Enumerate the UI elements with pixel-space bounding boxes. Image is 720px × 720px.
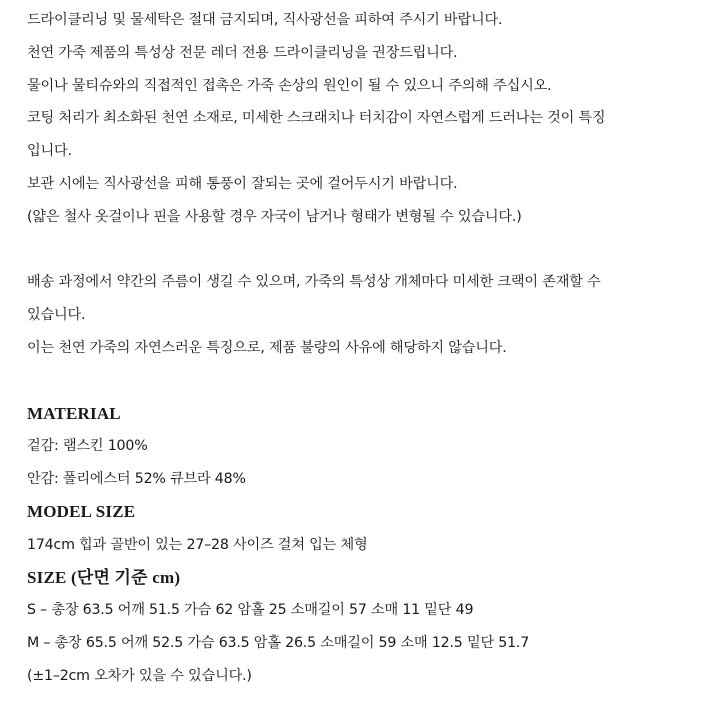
shipping-line-3: 이는 천연 가죽의 자연스러운 특징으로, 제품 불량의 사유에 해당하지 않습니다. — [27, 339, 507, 356]
care-line-3: 물이나 물티슈와의 직접적인 접촉은 가죽 손상의 원인이 될 수 있으니 주의해 주십시오. — [27, 77, 552, 94]
care-line-7: (얇은 철사 옷걸이나 핀을 사용할 경우 자국이 남거나 형태가 변형될 수 있습니다.) — [27, 208, 522, 225]
size-section — [27, 562, 698, 693]
material-lining: 안감: 폴리에스터 52% 큐브라 48% — [27, 471, 246, 488]
model-size-heading: MODEL SIZE — [27, 501, 136, 521]
size-heading: SIZE (단면 기준 cm) — [27, 567, 181, 587]
shipping-line-1: 배송 과정에서 약간의 주름이 생길 수 있으며, 가죽의 특성상 개체마다 미세한 크랙이 존재할 수 — [27, 274, 601, 291]
size-tolerance-note: (±1–2cm 오차가 있을 수 있습니다.) — [27, 667, 252, 684]
size-row-m: M – 총장 65.5 어깨 52.5 가슴 63.5 암홀 26.5 소매길이 59 소매 12.5 밑단 51.7 — [27, 635, 530, 652]
material-shell: 겉감: 램스킨 100% — [27, 438, 148, 455]
material-heading: MATERIAL — [27, 403, 121, 423]
care-line-6: 보관 시에는 직사광선을 피해 통풍이 잘되는 곳에 걸어두시기 바랍니다. — [27, 175, 458, 192]
model-size-section — [27, 496, 698, 562]
care-instructions — [27, 4, 698, 234]
care-line-1: 드라이클리닝 및 물세탁은 절대 금지되며, 직사광선을 피하여 주시기 바랍니다. — [27, 12, 503, 28]
care-line-4: 코팅 처리가 최소화된 천연 소재로, 미세한 스크래치나 터치감이 자연스럽게 드러나는 것이 특징 — [27, 110, 606, 127]
care-line-2: 천연 가죽 제품의 특성상 전문 레더 전용 드라이클리닝을 권장드립니다. — [27, 44, 458, 61]
shipping-notice — [27, 266, 698, 364]
shipping-line-2: 있습니다. — [27, 307, 86, 324]
spacer — [27, 234, 698, 267]
spacer — [27, 365, 698, 398]
material-section — [27, 398, 698, 496]
size-row-s: S – 총장 63.5 어깨 51.5 가슴 62 암홀 25 소매길이 57 소매 11 밑단 49 — [27, 602, 474, 619]
model-size-text: 174cm 힙과 골반이 있는 27–28 사이즈 걸쳐 입는 체형 — [27, 536, 368, 553]
care-line-5: 입니다. — [27, 143, 72, 160]
